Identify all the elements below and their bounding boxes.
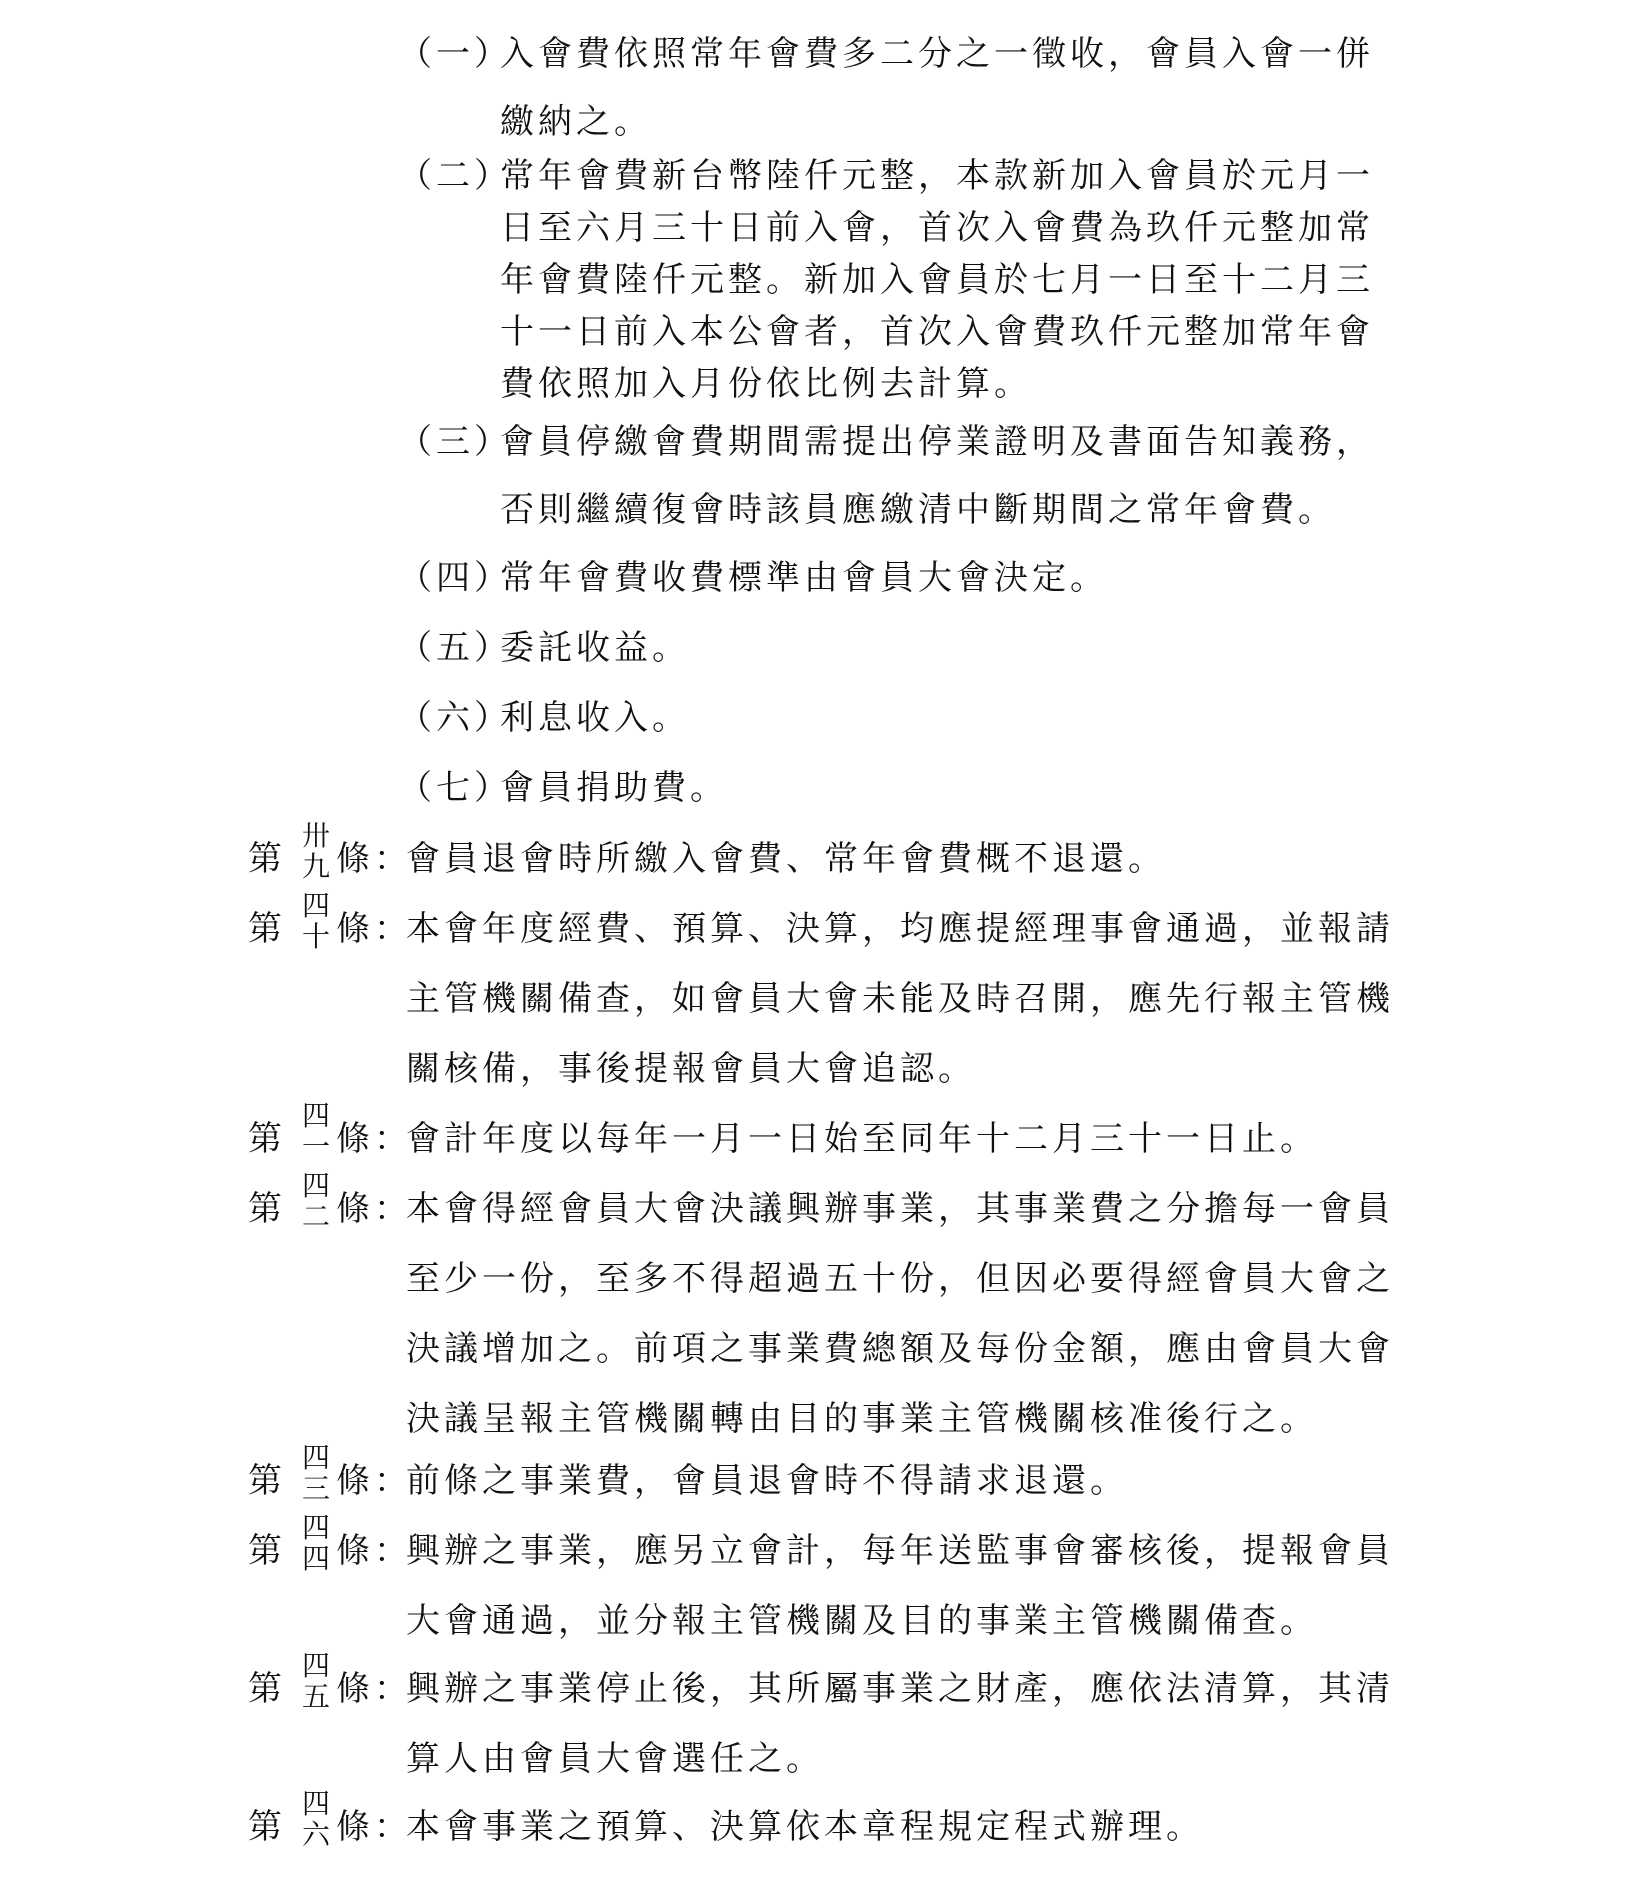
article-number-bottom: 三: [301, 1472, 330, 1505]
article-39: [246, 819, 1416, 894]
article-number-top: 四: [301, 889, 330, 922]
article-41: [246, 1099, 1416, 1174]
article-suffix: 條：: [336, 1461, 412, 1501]
article-number: [296, 890, 336, 952]
article-46: [246, 1787, 1416, 1862]
item-text: 利息收入。: [500, 698, 690, 738]
article-prefix: 第: [248, 1119, 286, 1159]
article-label: [246, 1511, 416, 1586]
article-suffix: 條：: [336, 1189, 412, 1229]
article-number-top: 四: [301, 1511, 330, 1544]
article-prefix: 第: [248, 1531, 286, 1571]
article-number-bottom: 九: [301, 850, 330, 883]
fee-item-5: [398, 614, 1408, 682]
article-45: [246, 1649, 1416, 1794]
article-text: 本會得經會員大會決議興辦事業，其事業費之分擔每一會員至少一份，至多不得超過五十份，但因必要得經會員大會之決議增加之。前項之事業費總額及每份金額，應由會員大會決議呈報主管機關轉由目的事業主管機關核准後行之。: [406, 1189, 1394, 1439]
article-suffix: 條：: [336, 839, 412, 879]
article-suffix: 條：: [336, 909, 412, 949]
article-number-top: 四: [301, 1649, 330, 1682]
article-text: 會計年度以每年一月一日始至同年十二月三十一日止。: [406, 1119, 1318, 1159]
fee-item-6: [398, 684, 1408, 752]
item-text: 會員停繳會費期間需提出停業證明及書面告知義務，否則繼續復會時該員應繳清中斷期間之常年會費。: [500, 422, 1374, 530]
article-label: [246, 1169, 416, 1244]
item-number: （二）: [398, 156, 512, 196]
article-40: [246, 889, 1416, 1104]
article-text: 本會年度經費、預算、決算，均應提經理事會通過，並報請主管機關備查，如會員大會未能及時召開，應先行報主管機關核備，事後提報會員大會追認。: [406, 909, 1394, 1089]
article-number: [296, 1100, 336, 1162]
item-text: 會員捐助費。: [500, 768, 728, 808]
article-suffix: 條：: [336, 1669, 412, 1709]
article-prefix: 第: [248, 839, 286, 879]
fee-item-7: [398, 754, 1408, 822]
fee-item-1: [398, 20, 1408, 156]
article-number: [296, 1170, 336, 1232]
fee-item-3: [398, 408, 1408, 544]
article-label: [246, 1441, 416, 1516]
article-text: 興辦之事業，應另立會計，每年送監事會審核後，提報會員大會通過，並分報主管機關及目的事業主管機關備查。: [406, 1531, 1394, 1641]
article-prefix: 第: [248, 1669, 286, 1709]
article-number: [296, 1788, 336, 1850]
item-number: （六）: [398, 698, 512, 738]
article-number-top: 四: [301, 1169, 330, 1202]
article-number-bottom: 十: [301, 920, 330, 953]
article-text: 前條之事業費，會員退會時不得請求退還。: [406, 1461, 1128, 1501]
article-44: [246, 1511, 1416, 1656]
item-text: 常年會費收費標準由會員大會決定。: [500, 558, 1108, 598]
article-number-bottom: 一: [301, 1130, 330, 1163]
article-number: [296, 1512, 336, 1574]
article-text: 興辦之事業停止後，其所屬事業之財產，應依法清算，其清算人由會員大會選任之。: [406, 1669, 1394, 1779]
article-43: [246, 1441, 1416, 1516]
item-text: 入會費依照常年會費多二分之一徵收，會員入會一併繳納之。: [500, 34, 1374, 142]
article-number-bottom: 二: [301, 1200, 330, 1233]
item-text: 常年會費新台幣陸仟元整，本款新加入會員於元月一日至六月三十日前入會，首次入會費為玖仟元整加常年會費陸仟元整。新加入會員於七月一日至十二月三十一日前入本公會者，首次入會費玖仟元整加常年會費依照加入月份依比例去計算。: [500, 156, 1374, 404]
article-number: [296, 820, 336, 882]
item-number: （四）: [398, 558, 512, 598]
article-text: 本會事業之預算、決算依本章程規定程式辦理。: [406, 1807, 1204, 1847]
article-label: [246, 819, 416, 894]
article-suffix: 條：: [336, 1807, 412, 1847]
fee-item-2: [398, 150, 1408, 410]
article-number-top: 四: [301, 1099, 330, 1132]
article-prefix: 第: [248, 1189, 286, 1229]
article-number-top: 四: [301, 1787, 330, 1820]
article-number-top: 四: [301, 1441, 330, 1474]
article-label: [246, 1099, 416, 1174]
item-text: 委託收益。: [500, 628, 690, 668]
article-number: [296, 1650, 336, 1712]
item-number: （五）: [398, 628, 512, 668]
article-prefix: 第: [248, 1807, 286, 1847]
article-label: [246, 889, 416, 964]
item-number: （三）: [398, 422, 512, 462]
article-label: [246, 1649, 416, 1724]
article-prefix: 第: [248, 1461, 286, 1501]
article-suffix: 條：: [336, 1119, 412, 1159]
item-number: （七）: [398, 768, 512, 808]
article-number-bottom: 五: [301, 1680, 330, 1713]
article-42: [246, 1169, 1416, 1454]
article-label: [246, 1787, 416, 1862]
article-number-top: 卅: [301, 819, 330, 852]
item-number: （一）: [398, 34, 512, 74]
article-number: [296, 1442, 336, 1504]
article-text: 會員退會時所繳入會費、常年會費概不退還。: [406, 839, 1166, 879]
article-number-bottom: 四: [301, 1542, 330, 1575]
article-number-bottom: 六: [301, 1818, 330, 1851]
article-prefix: 第: [248, 909, 286, 949]
article-suffix: 條：: [336, 1531, 412, 1571]
fee-item-4: [398, 544, 1408, 612]
